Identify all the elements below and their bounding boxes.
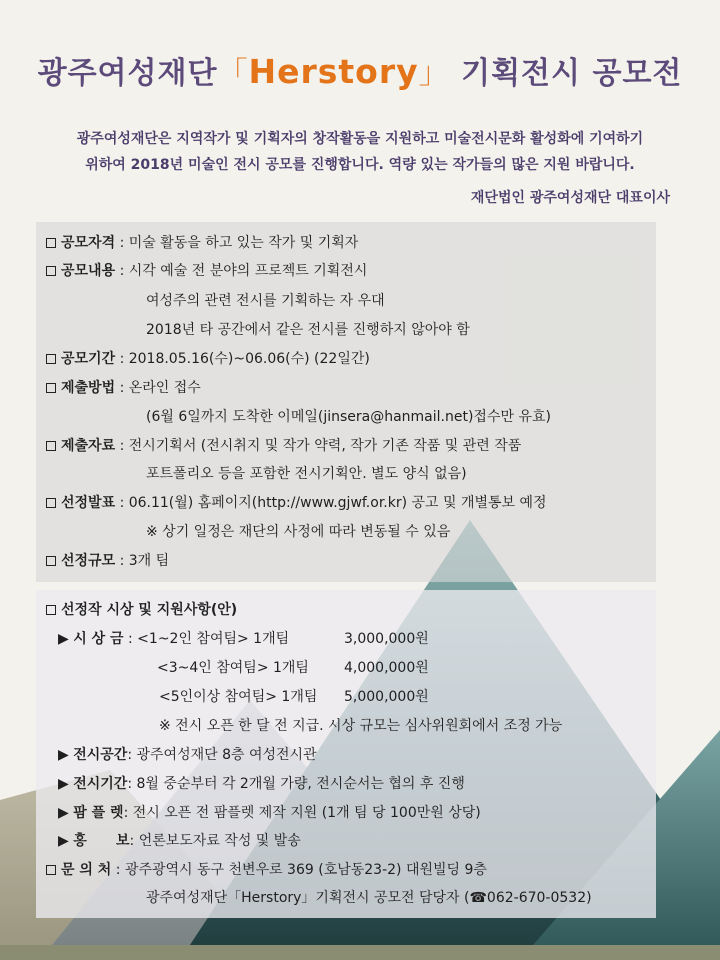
method-label: 제출방법 [61,380,116,396]
triangle-right-icon: ▶ [58,805,69,821]
empty-square-icon [46,266,56,276]
eligibility-value: : 미술 활동을 하고 있는 작가 및 기획자 [119,235,359,251]
row-content [46,261,367,281]
title-bracket-open: 「 [217,56,249,91]
row-documents [46,436,521,456]
row-duration [58,774,465,794]
row-space [58,745,317,765]
intro-signer: 재단법인 광주여성재단 대표이사 [470,190,670,206]
row-scale [46,551,169,571]
empty-square-icon [46,865,56,875]
documents-line-2: 포트폴리오 등을 포함한 전시기획안. 별도 양식 없음) [146,466,467,482]
prize-amount-3: 5,000,000원 [344,689,429,705]
prize-label: 시 상 금 [73,631,124,647]
row-prize [58,629,289,649]
empty-square-icon [46,354,56,364]
triangle-right-icon: ▶ [58,833,69,849]
prize-note: ※ 전시 오픈 한 달 전 지급. 시상 규모는 심사위원회에서 조정 가능 [159,718,563,734]
details-panel [36,222,656,582]
empty-square-icon [46,383,56,393]
duration-value: : 8월 중순부터 각 2개월 가량, 전시순서는 협의 후 진행 [127,776,465,792]
empty-square-icon [46,498,56,508]
prize-group-3: <5인이상 참여팀> 1개팀 [159,689,318,705]
content-line-3: 2018년 타 공간에서 같은 전시를 진행하지 않아야 함 [146,322,470,338]
support-header-row [46,600,237,620]
triangle-right-icon: ▶ [58,747,69,763]
scale-label: 선정규모 [61,553,116,569]
contact-value: : 광주광역시 동구 천변우로 369 (호남동23-2) 대원빌딩 9층 [115,862,487,878]
prize-amount-1: 3,000,000원 [344,631,429,647]
announce-label: 선정발표 [61,495,116,511]
eligibility-label: 공모자격 [61,235,116,251]
announce-line-2: ※ 상기 일정은 재단의 사정에 따라 변동될 수 있음 [146,524,451,540]
content-line-2: 여성주의 관련 전시를 기획하는 자 우대 [146,293,385,309]
pamphlet-value: : 전시 오픈 전 팜플렛 제작 지원 (1개 팀 당 100만원 상당) [123,805,481,821]
row-announce [46,493,547,513]
documents-label: 제출자료 [61,438,116,454]
row-eligibility [46,233,358,253]
promo-value: : 언론보도자료 작성 및 발송 [129,833,301,849]
duration-label: 전시기간 [73,776,128,792]
period-label: 공모기간 [61,351,116,367]
scale-value: : 3개 팀 [119,553,170,569]
triangle-right-icon: ▶ [58,776,69,792]
empty-square-icon [46,556,56,566]
period-value: : 2018.05.16(수)~06.06(수) (22일간) [119,351,370,367]
row-period [46,349,370,369]
method-value: : 온라인 접수 [119,380,201,396]
row-contact [46,860,487,880]
promo-label: 홍 보 [73,833,130,849]
page-title [0,48,720,92]
row-promo [58,831,301,851]
announce-value: : 06.11(월) 홈페이지(http://www.gjwf.or.kr) 공고 및 개별통보 예정 [119,495,547,511]
support-panel [36,590,656,918]
prize-group-1: : <1~2인 참여팀> 1개팀 [128,631,290,647]
empty-square-icon [46,605,56,615]
title-bracket-close: 」 [418,56,450,91]
empty-square-icon [46,238,56,248]
intro-line-1: 광주여성재단은 지역작가 및 기획자의 창작활동을 지원하고 미술전시문화 활성화에 기여하기 [76,131,644,147]
content-value: : 시각 예술 전 분야의 프로젝트 기획전시 [119,263,368,279]
intro-text [30,126,690,178]
contact-label: 문 의 처 [61,862,112,878]
row-pamphlet [58,803,481,823]
prize-amount-2: 4,000,000원 [344,660,429,676]
space-value: : 광주여성재단 8층 여성전시관 [127,747,317,763]
documents-value: : 전시기획서 (전시취지 및 작가 약력, 작가 기존 작품 및 관련 작품 [119,438,522,454]
intro-line-2: 위하여 2018년 미술인 전시 공모를 진행합니다. 역량 있는 작가들의 많은 지원 바랍니다. [85,157,635,173]
space-label: 전시공간 [73,747,128,763]
title-brand: Herstory [248,52,419,91]
title-suffix: 기획전시 공모전 [461,56,683,91]
method-line-2: (6월 6일까지 도착한 이메일(jinsera@hanmail.net)접수만 유효) [146,409,551,425]
triangle-right-icon: ▶ [58,631,69,647]
empty-square-icon [46,441,56,451]
content-label: 공모내용 [61,263,116,279]
prize-group-2: <3~4인 참여팀> 1개팀 [157,660,309,676]
title-prefix: 광주여성재단 [37,56,218,91]
row-method [46,378,201,398]
pamphlet-label: 팜 플 렛 [73,805,124,821]
support-header: 선정작 시상 및 지원사항(안) [61,602,238,618]
contact-line-2: 광주여성재단「Herstory」기획전시 공모전 담당자 (☎062-670-0532) [146,890,592,906]
